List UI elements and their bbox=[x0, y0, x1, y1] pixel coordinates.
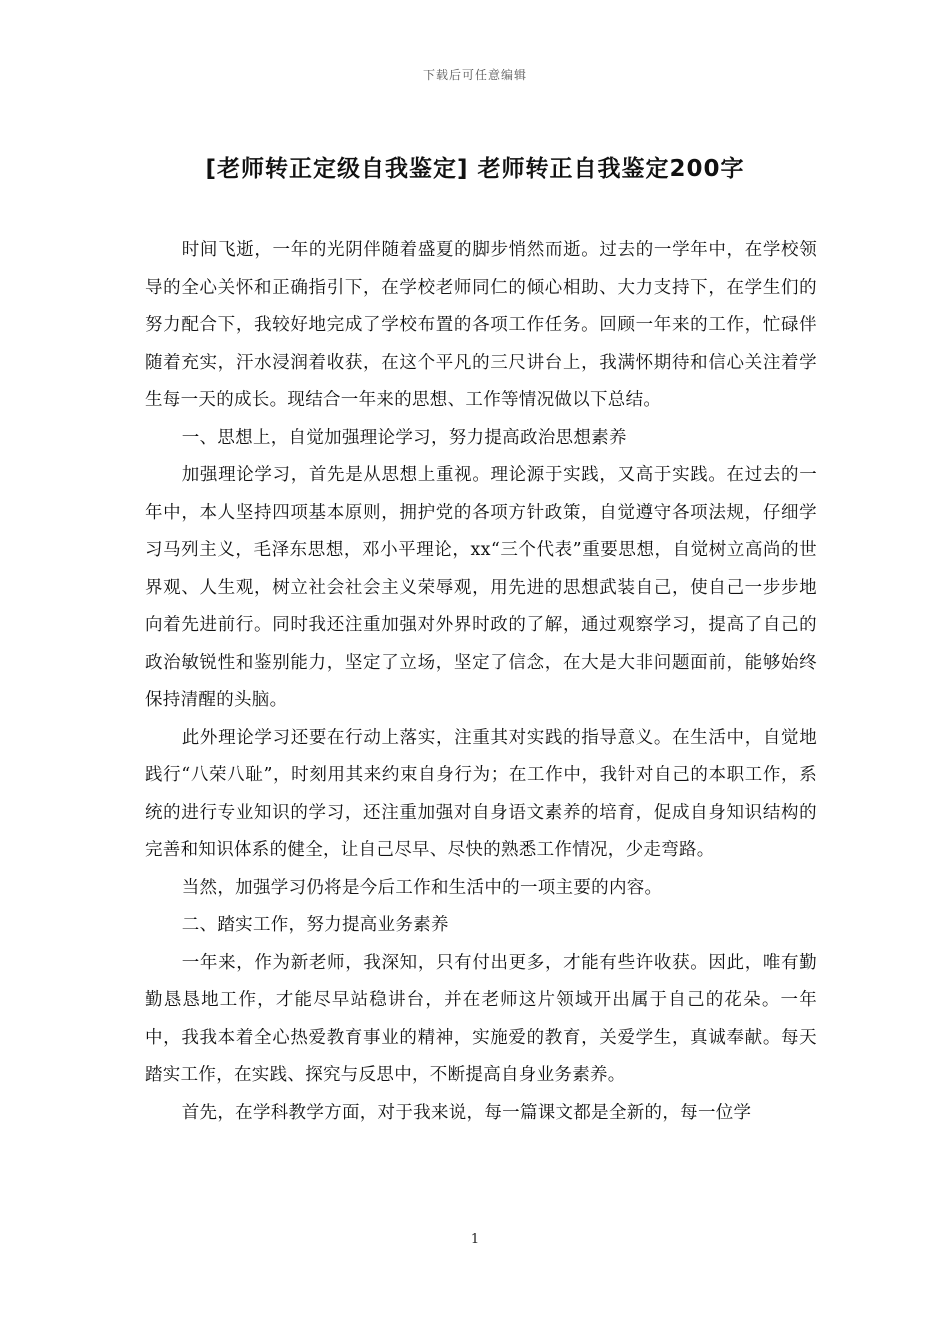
section-heading-2: 二、踏实工作，努力提高业务素养 bbox=[181, 915, 449, 935]
paragraph-continue-study: 当然，加强学习仍将是今后工作和生活中的一项主要的内容。 bbox=[181, 877, 663, 898]
paragraph-new-teacher: 一年来，作为新老师，我深知，只有付出更多，才能有些许收获。因此，唯有勤勤恳恳地工作，才能尽早站稳讲台，并在老师这片领域开出属于自己的花朵。一年中，我我本着全心热爱教育事业的精神，实施爱的教育，关爱学生，真诚奉献。每天踏实工作，在实践、探究与反思中，不断提高自身业务素养。 bbox=[145, 952, 817, 1085]
paragraph-teaching: 首先，在学科教学方面，对于我来说，每一篇课文都是全新的，每一位学 bbox=[181, 1102, 752, 1123]
section-heading-1: 一、思想上，自觉加强理论学习，努力提高政治思想素养 bbox=[181, 427, 627, 448]
paragraph-practice: 此外理论学习还要在行动上落实，注重其对实践的指导意义。在生活中，自觉地践行“八荣八耻”，时刻用其来约束自身行为；在工作中，我针对自己的本职工作，系统的进行专业知识的学习，还注重加强对自身语文素养的培育，促成自身知识结构的完善和知识体系的健全，让自己尽早、尽快的熟悉工作情况，少走弯路。 bbox=[145, 727, 817, 860]
document-body bbox=[145, 232, 817, 1132]
paragraph-intro: 时间飞逝，一年的光阴伴随着盛夏的脚步悄然而逝。过去的一学年中，在学校领导的全心关怀和正确指引下，在学校老师同仁的倾心相助、大力支持下，在学生们的努力配合下，我较好地完成了学校布置的各项工作任务。回顾一年来的工作，忙碌伴随着充实，汗水浸润着收获，在这个平凡的三尺讲台上，我满怀期待和信心关注着学生每一天的成长。现结合一年来的思想、工作等情况做以下总结。 bbox=[145, 240, 817, 410]
paragraph-theory-study: 加强理论学习，首先是从思想上重视。理论源于实践，又高于实践。在过去的一年中，本人坚持四项基本原则，拥护党的各项方针政策，自觉遵守各项法规，仔细学习马列主义，毛泽东思想，邓小平理论，xx“三个代表”重要思想，自觉树立高尚的世界观、人生观，树立社会社会主义荣辱观，用先进的思想武装自己，使自己一步步地向着先进前行。同时我还注重加强对外界时政的了解，通过观察学习，提高了自己的政治敏锐性和鉴别能力，坚定了立场，坚定了信念，在大是大非问题面前，能够始终保持清醒的头脑。 bbox=[145, 465, 817, 710]
page-number: 1 bbox=[470, 1232, 480, 1247]
document-title: [老师转正定级自我鉴定] 老师转正自我鉴定200字 bbox=[205, 156, 745, 182]
header-note: 下载后可任意编辑 bbox=[422, 68, 527, 82]
